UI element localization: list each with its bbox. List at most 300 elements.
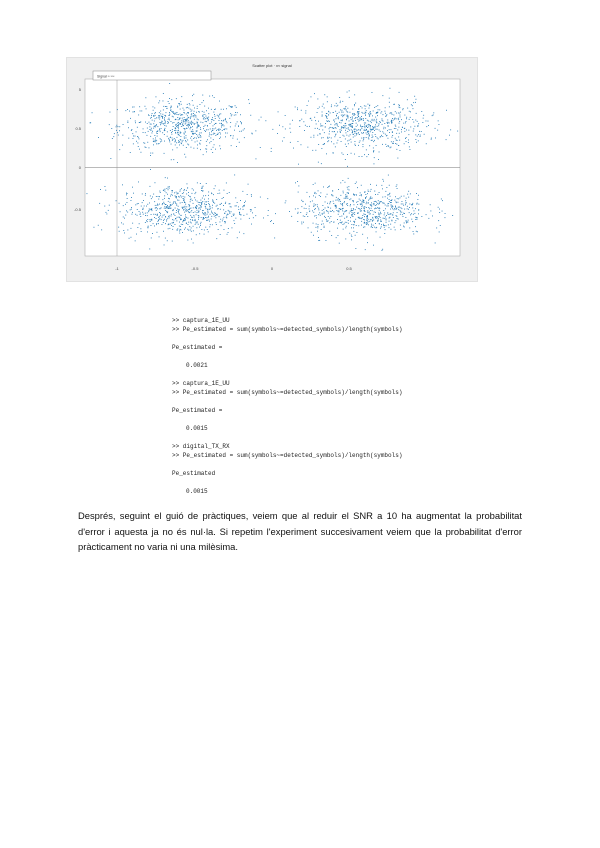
- scatter-point: [172, 210, 173, 211]
- scatter-point: [395, 222, 396, 223]
- scatter-point: [350, 211, 351, 212]
- scatter-point: [180, 229, 181, 230]
- scatter-point: [130, 152, 131, 153]
- scatter-point: [334, 121, 335, 122]
- scatter-point: [399, 107, 400, 108]
- scatter-point: [183, 198, 184, 199]
- scatter-point: [364, 137, 365, 138]
- scatter-point: [387, 213, 388, 214]
- scatter-point: [181, 104, 182, 105]
- scatter-point: [187, 210, 188, 211]
- scatter-point: [358, 217, 359, 218]
- scatter-point: [348, 193, 349, 194]
- scatter-point: [339, 201, 340, 202]
- scatter-point: [321, 148, 322, 149]
- scatter-point: [397, 130, 398, 131]
- scatter-point: [208, 201, 209, 202]
- scatter-point: [349, 90, 350, 91]
- scatter-point: [150, 209, 151, 210]
- scatter-point: [397, 198, 398, 199]
- scatter-point: [360, 129, 361, 130]
- scatter-point: [366, 224, 367, 225]
- scatter-point: [329, 231, 330, 232]
- scatter-point: [180, 109, 181, 110]
- scatter-point: [382, 136, 383, 137]
- scatter-point: [348, 192, 349, 193]
- scatter-point: [410, 117, 411, 118]
- scatter-point: [367, 134, 368, 135]
- scatter-point: [318, 121, 319, 122]
- scatter-point: [220, 129, 221, 130]
- scatter-point: [372, 135, 373, 136]
- scatter-point: [418, 134, 419, 135]
- scatter-point: [327, 187, 328, 188]
- scatter-point: [314, 209, 315, 210]
- scatter-point: [379, 202, 380, 203]
- scatter-point: [391, 220, 392, 221]
- scatter-point: [407, 222, 408, 223]
- scatter-point: [213, 202, 214, 203]
- scatter-point: [410, 127, 411, 128]
- scatter-point: [376, 218, 377, 219]
- scatter-point: [175, 125, 176, 126]
- scatter-point: [248, 99, 249, 100]
- scatter-point: [350, 139, 351, 140]
- scatter-point: [338, 235, 339, 236]
- scatter-point: [177, 230, 178, 231]
- scatter-point: [406, 220, 407, 221]
- scatter-point: [348, 127, 349, 128]
- scatter-point: [167, 240, 168, 241]
- scatter-point: [186, 120, 187, 121]
- scatter-point: [152, 197, 153, 198]
- scatter-point: [345, 130, 346, 131]
- scatter-point: [184, 218, 185, 219]
- scatter-point: [207, 214, 208, 215]
- scatter-point: [172, 219, 173, 220]
- scatter-point: [330, 113, 331, 114]
- scatter-point: [191, 208, 192, 209]
- scatter-point: [342, 180, 343, 181]
- scatter-point: [370, 113, 371, 114]
- scatter-point: [378, 138, 379, 139]
- scatter-point: [172, 140, 173, 141]
- scatter-point: [162, 121, 163, 122]
- scatter-point: [450, 129, 451, 130]
- scatter-point: [153, 214, 154, 215]
- scatter-point: [323, 144, 324, 145]
- scatter-point: [180, 191, 181, 192]
- scatter-point: [389, 193, 390, 194]
- scatter-point: [318, 214, 319, 215]
- scatter-point: [398, 127, 399, 128]
- scatter-point: [371, 122, 372, 123]
- scatter-point: [183, 196, 184, 197]
- scatter-point: [349, 233, 350, 234]
- scatter-point: [131, 130, 132, 131]
- scatter-point: [408, 220, 409, 221]
- scatter-point: [364, 105, 365, 106]
- scatter-point: [191, 228, 192, 229]
- scatter-point: [312, 201, 313, 202]
- scatter-point: [321, 224, 322, 225]
- scatter-point: [190, 123, 191, 124]
- scatter-point: [168, 224, 169, 225]
- scatter-point: [376, 204, 377, 205]
- scatter-point: [165, 191, 166, 192]
- scatter-point: [164, 119, 165, 120]
- scatter-point: [338, 189, 339, 190]
- scatter-point: [159, 219, 160, 220]
- scatter-point: [404, 209, 405, 210]
- scatter-point: [180, 226, 181, 227]
- scatter-point: [328, 138, 329, 139]
- scatter-point: [212, 119, 213, 120]
- scatter-point: [192, 131, 193, 132]
- scatter-point: [347, 203, 348, 204]
- scatter-point: [362, 108, 363, 109]
- scatter-point: [330, 124, 331, 125]
- scatter-point: [135, 204, 136, 205]
- scatter-point: [235, 218, 236, 219]
- scatter-point: [204, 218, 205, 219]
- scatter-point: [358, 109, 359, 110]
- scatter-point: [210, 224, 211, 225]
- scatter-point: [360, 209, 361, 210]
- scatter-point: [212, 207, 213, 208]
- scatter-point: [372, 136, 373, 137]
- scatter-point: [343, 125, 344, 126]
- scatter-point: [349, 121, 350, 122]
- scatter-point: [337, 105, 338, 106]
- scatter-point: [159, 196, 160, 197]
- scatter-point: [364, 206, 365, 207]
- scatter-point: [393, 217, 394, 218]
- scatter-point: [375, 205, 376, 206]
- scatter-point: [165, 204, 166, 205]
- scatter-point: [364, 126, 365, 127]
- scatter-point: [164, 117, 165, 118]
- scatter-point: [172, 139, 173, 140]
- scatter-point: [151, 209, 152, 210]
- scatter-point: [375, 117, 376, 118]
- scatter-point: [122, 184, 123, 185]
- scatter-point: [374, 119, 375, 120]
- scatter-point: [158, 117, 159, 118]
- scatter-point: [237, 202, 238, 203]
- scatter-point: [191, 114, 192, 115]
- scatter-point: [141, 206, 142, 207]
- scatter-point: [371, 189, 372, 190]
- scatter-point: [188, 222, 189, 223]
- scatter-point: [372, 120, 373, 121]
- scatter-point: [346, 226, 347, 227]
- scatter-point: [180, 101, 181, 102]
- scatter-point: [219, 118, 220, 119]
- scatter-point: [398, 145, 399, 146]
- scatter-point: [159, 117, 160, 118]
- scatter-point: [242, 191, 243, 192]
- scatter-point: [347, 140, 348, 141]
- scatter-point: [397, 140, 398, 141]
- scatter-point: [380, 136, 381, 137]
- scatter-point: [377, 126, 378, 127]
- scatter-point: [119, 130, 120, 131]
- scatter-point: [220, 134, 221, 135]
- scatter-point: [398, 104, 399, 105]
- scatter-point: [375, 129, 376, 130]
- scatter-point: [204, 214, 205, 215]
- scatter-point: [211, 141, 212, 142]
- scatter-point: [354, 204, 355, 205]
- scatter-point: [202, 122, 203, 123]
- scatter-point: [166, 192, 167, 193]
- scatter-point: [152, 113, 153, 114]
- scatter-point: [211, 131, 212, 132]
- scatter-point: [213, 139, 214, 140]
- scatter-point: [171, 225, 172, 226]
- scatter-point: [234, 115, 235, 116]
- scatter-point: [160, 111, 161, 112]
- scatter-point: [322, 115, 323, 116]
- scatter-point: [401, 212, 402, 213]
- scatter-point: [356, 194, 357, 195]
- scatter-point: [125, 204, 126, 205]
- scatter-point: [412, 221, 413, 222]
- scatter-point: [377, 220, 378, 221]
- scatter-point: [392, 135, 393, 136]
- scatter-point: [193, 226, 194, 227]
- scatter-point: [162, 114, 163, 115]
- scatter-point: [309, 208, 310, 209]
- scatter-point: [402, 201, 403, 202]
- scatter-point: [215, 118, 216, 119]
- scatter-point: [169, 119, 170, 120]
- scatter-point: [389, 218, 390, 219]
- scatter-point: [351, 224, 352, 225]
- scatter-point: [194, 197, 195, 198]
- scatter-point: [352, 114, 353, 115]
- scatter-point: [367, 216, 368, 217]
- scatter-point: [416, 99, 417, 100]
- scatter-point: [374, 127, 375, 128]
- scatter-point: [321, 138, 322, 139]
- scatter-point: [157, 205, 158, 206]
- scatter-point: [335, 123, 336, 124]
- scatter-point: [127, 109, 128, 110]
- scatter-point: [351, 214, 352, 215]
- scatter-point: [143, 132, 144, 133]
- scatter-point: [205, 118, 206, 119]
- scatter-point: [299, 126, 300, 127]
- scatter-point: [351, 235, 352, 236]
- scatter-point: [385, 128, 386, 129]
- scatter-point: [361, 127, 362, 128]
- scatter-point: [162, 132, 163, 133]
- scatter-point: [199, 126, 200, 127]
- scatter-point: [206, 129, 207, 130]
- scatter-point: [331, 141, 332, 142]
- output-label: Pe_estimated =: [172, 344, 223, 351]
- scatter-point: [313, 206, 314, 207]
- scatter-point: [360, 195, 361, 196]
- scatter-point: [418, 123, 419, 124]
- scatter-point: [268, 215, 269, 216]
- scatter-point: [189, 212, 190, 213]
- scatter-point: [166, 221, 167, 222]
- scatter-point: [170, 205, 171, 206]
- scatter-point: [332, 210, 333, 211]
- scatter-point: [390, 200, 391, 201]
- scatter-point: [364, 154, 365, 155]
- scatter-point: [171, 132, 172, 133]
- scatter-point: [151, 214, 152, 215]
- scatter-point: [452, 215, 453, 216]
- scatter-point: [132, 107, 133, 108]
- scatter-point: [403, 226, 404, 227]
- scatter-point: [377, 129, 378, 130]
- scatter-point: [157, 204, 158, 205]
- scatter-point: [186, 114, 187, 115]
- scatter-point: [211, 212, 212, 213]
- scatter-point: [404, 143, 405, 144]
- scatter-point: [365, 123, 366, 124]
- scatter-point: [173, 126, 174, 127]
- scatter-point: [399, 92, 400, 93]
- scatter-point: [197, 210, 198, 211]
- scatter-point: [355, 248, 356, 249]
- scatter-point: [327, 211, 328, 212]
- scatter-point: [395, 229, 396, 230]
- scatter-point: [333, 143, 334, 144]
- scatter-point: [367, 218, 368, 219]
- scatter-point: [410, 193, 411, 194]
- scatter-point: [376, 145, 377, 146]
- scatter-point: [219, 101, 220, 102]
- scatter-point: [210, 138, 211, 139]
- scatter-point: [226, 183, 227, 184]
- scatter-point: [370, 196, 371, 197]
- scatter-point: [131, 200, 132, 201]
- scatter-point: [239, 142, 240, 143]
- scatter-point: [402, 204, 403, 205]
- scatter-point: [150, 153, 151, 154]
- scatter-point: [224, 221, 225, 222]
- scatter-point: [199, 202, 200, 203]
- scatter-point: [396, 133, 397, 134]
- scatter-point: [362, 205, 363, 206]
- scatter-point: [154, 108, 155, 109]
- scatter-point: [321, 126, 322, 127]
- scatter-point: [149, 210, 150, 211]
- scatter-point: [368, 124, 369, 125]
- scatter-point: [336, 103, 337, 104]
- scatter-point: [252, 133, 253, 134]
- scatter-point: [370, 210, 371, 211]
- scatter-point: [399, 105, 400, 106]
- scatter-point: [172, 138, 173, 139]
- scatter-point: [195, 115, 196, 116]
- scatter-point: [211, 149, 212, 150]
- scatter-point: [349, 130, 350, 131]
- scatter-point: [127, 121, 128, 122]
- scatter-point: [377, 194, 378, 195]
- scatter-point: [344, 211, 345, 212]
- scatter-point: [218, 129, 219, 130]
- scatter-point: [347, 112, 348, 113]
- scatter-point: [396, 215, 397, 216]
- scatter-point: [271, 151, 272, 152]
- scatter-point: [131, 207, 132, 208]
- scatter-point: [366, 207, 367, 208]
- scatter-point: [191, 147, 192, 148]
- scatter-point: [326, 120, 327, 121]
- scatter-point: [188, 218, 189, 219]
- scatter-point: [198, 119, 199, 120]
- scatter-point: [438, 120, 439, 121]
- scatter-point: [339, 211, 340, 212]
- scatter-point: [231, 115, 232, 116]
- scatter-point: [172, 129, 173, 130]
- scatter-point: [376, 231, 377, 232]
- scatter-point: [133, 112, 134, 113]
- scatter-point: [232, 138, 233, 139]
- scatter-point: [201, 203, 202, 204]
- scatter-point: [189, 104, 190, 105]
- scatter-point: [415, 217, 416, 218]
- scatter-point: [195, 219, 196, 220]
- scatter-point: [206, 151, 207, 152]
- scatter-point: [131, 129, 132, 130]
- scatter-point: [369, 221, 370, 222]
- scatter-point: [240, 209, 241, 210]
- scatter-point: [185, 208, 186, 209]
- scatter-point: [185, 210, 186, 211]
- scatter-point: [319, 212, 320, 213]
- scatter-point: [399, 140, 400, 141]
- scatter-point: [184, 128, 185, 129]
- scatter-point: [385, 208, 386, 209]
- scatter-point: [325, 208, 326, 209]
- scatter-point: [377, 105, 378, 106]
- scatter-point: [321, 163, 322, 164]
- scatter-point: [181, 224, 182, 225]
- scatter-point: [162, 217, 163, 218]
- scatter-point: [341, 122, 342, 123]
- scatter-point: [186, 135, 187, 136]
- scatter-point: [351, 129, 352, 130]
- scatter-point: [333, 152, 334, 153]
- scatter-point: [360, 140, 361, 141]
- scatter-point: [193, 105, 194, 106]
- scatter-point: [197, 206, 198, 207]
- scatter-point: [147, 142, 148, 143]
- scatter-point: [232, 227, 233, 228]
- scatter-point: [324, 212, 325, 213]
- scatter-point: [369, 114, 370, 115]
- scatter-point: [155, 205, 156, 206]
- scatter-point: [352, 200, 353, 201]
- scatter-point: [370, 111, 371, 112]
- scatter-point: [159, 212, 160, 213]
- scatter-point: [218, 115, 219, 116]
- scatter-point: [166, 211, 167, 212]
- scatter-point: [227, 234, 228, 235]
- scatter-point: [143, 208, 144, 209]
- scatter-point: [350, 205, 351, 206]
- scatter-point: [229, 203, 230, 204]
- scatter-point: [203, 154, 204, 155]
